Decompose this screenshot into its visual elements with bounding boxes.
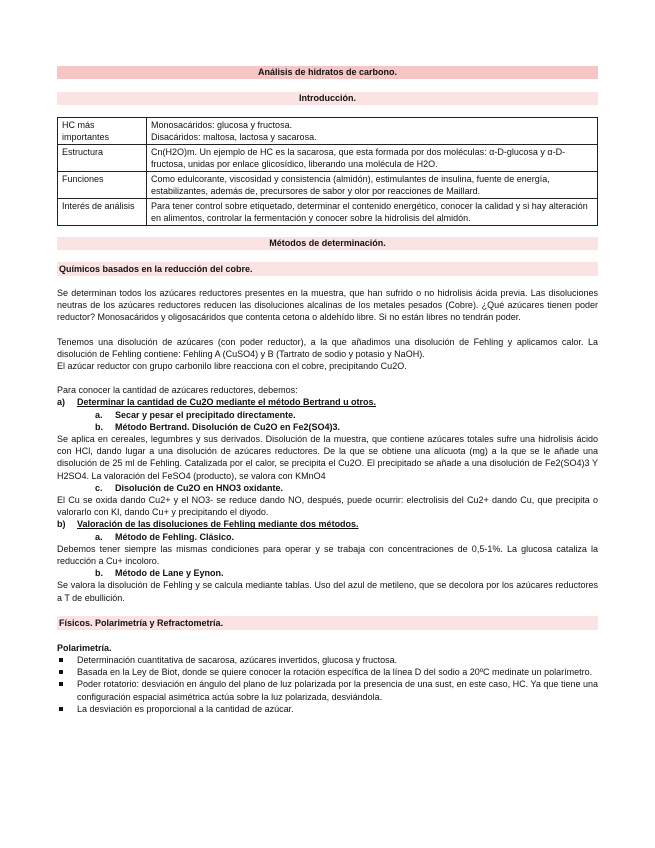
polarimetry-heading: Polarimetría.	[57, 642, 112, 653]
bullet-square-icon	[59, 670, 63, 674]
document-page	[57, 60, 598, 715]
sub-marker: a.	[95, 409, 103, 420]
paragraph: Se aplica en cereales, legumbres y sus derivados. Disolución de la muestra, que contiene azúcares totales sufre una hidrolisis ácido con HCl, dando lugar a una disolución de azúcares reductores. De la que se obtiene una alícuota (mg) a la que se le añade una disolución de 25 ml de Fehling. Catalizada por el calor, se precipita el Cu2O. El precipitado se añade a una disolución de Fe2(SO4)3 Y H2SO4. La valoración del FeSO4 (producto), se valora con KMnO4	[57, 434, 598, 481]
list-item-a	[57, 396, 598, 408]
sub-marker: b.	[95, 421, 103, 432]
sub-marker: c.	[95, 482, 103, 493]
paragraph: El Cu se oxida dando Cu2+ y el NO3- se reduce dando NO, después, puede ocurrir: electrolisis del Cu2+ dando Cu, que precipita o valorarlo con KI, dando Cu+ y precipitando el diyodo.	[57, 495, 598, 518]
bullet-item	[57, 703, 598, 715]
paragraph: Para conocer la cantidad de azúcares reductores, debemos:	[57, 385, 298, 396]
table-row	[58, 199, 598, 226]
table-row	[58, 145, 598, 172]
table-row	[58, 172, 598, 199]
paragraph: Se determinan todos los azúcares reductores presentes en la muestra, que han sufrido o no hidrolisis ácida previa. Las disoluciones neutras de los azúcares reductores reducen las disoluciones alcalinas de los metales pesados (Cobre). ¿Qué azúcares tienen poder reductor? Monosacáridos y oligosacáridos que contenta cetona o aldehído libre. Si no están libres no tendrán poder.	[57, 288, 598, 323]
sub-item	[57, 482, 598, 494]
bullet-square-icon	[59, 658, 63, 662]
intro-heading: Introducción.	[57, 92, 598, 105]
sub-item-text: Secar y pesar el precipitado directamente.	[115, 409, 296, 420]
table-line: Disacáridos: maltosa, lactosa y sacarosa.	[151, 132, 317, 142]
table-value: Cn(H2O)m. Un ejemplo de HC es la sacarosa, que esta formada por dos moléculas: α-D-glucosa y α-D-fructosa, unidas por enlace glicosídico, liberando una molécula de H2O.	[147, 145, 598, 172]
chemical-methods-heading: Químicos basados en la reducción del cobre.	[57, 262, 598, 276]
sub-marker: b.	[95, 568, 103, 579]
bullet-square-icon	[59, 682, 63, 686]
table-value	[147, 118, 598, 145]
paragraph: Se valora la disolución de Fehling y se calcula mediante tablas. Uso del azul de metileno, que se decolora por los azúcares reductores a T de ebullición.	[57, 580, 598, 603]
bullet-text: Determinación cuantitativa de sacarosa, azúcares invertidos, glucosa y fructosa.	[77, 655, 398, 666]
list-marker: a)	[57, 397, 66, 408]
bullet-text: Poder rotatorio: desviación en ángulo del plano de luz polarizada por la presencia de una sust, en este caso, HC. Ya que tiene una configuración espacial asimétrica actúa sobre la luz polarizada, desviándola.	[77, 679, 598, 702]
document-title: Análisis de hidratos de carbono.	[57, 66, 598, 79]
list-marker: b)	[57, 519, 66, 530]
sub-marker: a.	[95, 531, 103, 542]
table-line: Monosacáridos: glucosa y fructosa.	[151, 120, 293, 130]
bullet-item	[57, 666, 598, 678]
table-row	[58, 118, 598, 145]
bullet-item	[57, 678, 598, 702]
table-label: Funciones	[58, 172, 147, 199]
table-label: Estructura	[58, 145, 147, 172]
table-label: HC más importantes	[58, 118, 147, 145]
list-item-text: Determinar la cantidad de Cu2O mediante el método Bertrand u otros.	[77, 397, 377, 408]
bullet-text: Basada en la Ley de Biot, donde se quiere conocer la rotación específica de la línea D del sodio a 20ºC medinate un polarímetro.	[77, 667, 593, 678]
bullet-square-icon	[59, 707, 63, 711]
summary-table	[57, 117, 598, 226]
sub-item	[57, 421, 598, 433]
methods-heading: Métodos de determinación.	[57, 237, 598, 250]
paragraph: Tenemos una disolución de azúcares (con poder reductor), a la que añadimos una disolución de Fehling y aplicamos calor. La disolución de Fehling contiene: Fehling A (CuSO4) y B (Tartrato de sodio y potasio y NaOH).	[57, 336, 598, 359]
paragraph: El azúcar reductor con grupo carbonilo libre reacciona con el cobre, precipitando Cu2O.	[57, 361, 407, 372]
sub-item-text: Disolución de Cu2O en HNO3 oxidante.	[115, 482, 284, 493]
physical-methods-heading: Físicos. Polarimetría y Refractometría.	[57, 616, 598, 630]
table-value: Para tener control sobre etiquetado, determinar el contenido energético, conocer la calidad y si hay alteración en alimentos, controlar la fermentación y conocer sobre la hidrolisis del almidón.	[147, 199, 598, 226]
table-value: Como edulcorante, viscosidad y consistencia (almidón), estimulantes de insulina, fuente de energía, estabilizantes, además de, precursores de sabor y olor por reacciones de Maillard.	[147, 172, 598, 199]
sub-item-text: Método Bertrand. Disolución de Cu2O en Fe2(SO4)3.	[115, 421, 341, 432]
list-item-b	[57, 518, 598, 530]
list-item-text: Valoración de las disoluciones de Fehling mediante dos métodos.	[77, 519, 359, 530]
bullet-text: La desviación es proporcional a la cantidad de azúcar.	[77, 703, 294, 714]
sub-item	[57, 409, 598, 421]
sub-item	[57, 567, 598, 579]
sub-item	[57, 531, 598, 543]
paragraph: Debemos tener siempre las mismas condiciones para operar y se trabaja con concentraciones de 0,5-1%. La glucosa cataliza la reducción a Cu+ incoloro.	[57, 543, 598, 567]
table-label: Interés de análisis	[58, 199, 147, 226]
bullet-item	[57, 654, 598, 666]
sub-item-text: Método de Lane y Eynon.	[115, 568, 224, 579]
sub-item-text: Método de Fehling. Clásico.	[115, 531, 235, 542]
